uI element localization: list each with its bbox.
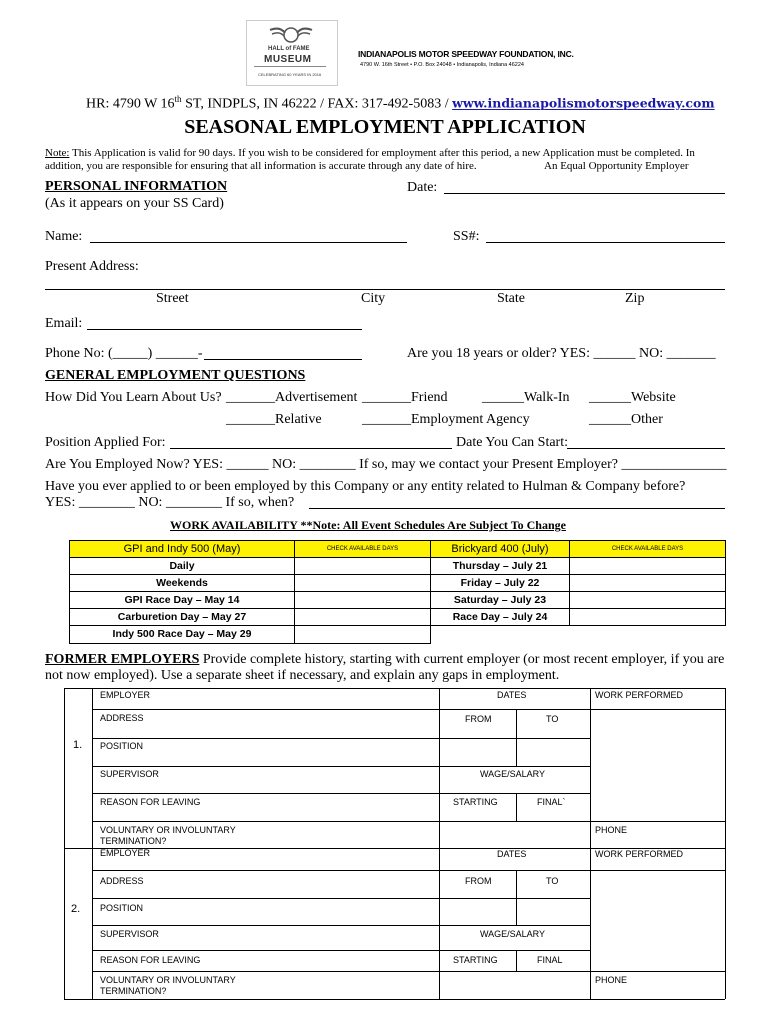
right-row-3: Saturday – July 23 — [430, 591, 570, 609]
right-row-2: Friday – July 22 — [430, 574, 570, 592]
personal-subheading: (As it appears on your SS Card) — [45, 196, 224, 211]
right-header: Brickyard 400 (July) — [430, 540, 570, 558]
table-top — [64, 688, 725, 689]
voluntary-label-1a: VOLUNTARY OR INVOLUNTARY — [100, 825, 236, 835]
phone-label-2: PHONE — [595, 975, 628, 985]
left-check-1[interactable] — [294, 557, 431, 575]
left-check-4[interactable] — [294, 608, 431, 626]
former-intro-line1 — [45, 652, 724, 668]
starting-label-1: STARTING — [453, 797, 498, 807]
address-label-2: ADDRESS — [100, 876, 144, 886]
logo-line1: HALL of FAME — [268, 46, 310, 52]
phone-field[interactable] — [204, 359, 362, 360]
row-line — [92, 766, 590, 767]
reason-label-1: REASON FOR LEAVING — [100, 797, 201, 807]
former-intro-line2: not now employed). Use a separate sheet if necessary, and explain any gaps in employment. — [45, 668, 560, 683]
ss-field[interactable] — [486, 242, 725, 243]
former-heading: FORMER EMPLOYERS — [45, 652, 200, 667]
final-label-2: FINAL — [537, 955, 563, 965]
applied-yes-no[interactable]: YES: ________ NO: ________ If so, when? — [45, 495, 295, 510]
supervisor-label-1: SUPERVISOR — [100, 769, 159, 779]
table-border-left — [64, 688, 65, 999]
right-check-2[interactable] — [569, 574, 726, 592]
col-line — [439, 688, 440, 848]
position-label: Position Applied For: — [45, 435, 166, 450]
logo-tagline: CELEBRATING 60 YEARS IN 2016 — [258, 72, 322, 77]
left-check-2[interactable] — [294, 574, 431, 592]
voluntary-label-2b: TERMINATION? — [100, 986, 167, 996]
position-label-2: POSITION — [100, 903, 144, 913]
col-line — [590, 848, 591, 999]
voluntary-label-1b: TERMINATION? — [100, 836, 167, 846]
left-row-3: GPI Race Day – May 14 — [69, 591, 295, 609]
wage-label-2: WAGE/SALARY — [480, 929, 546, 939]
availability-heading: WORK AVAILABILITY **Note: All Event Schedules Are Subject To Change — [170, 518, 566, 532]
city-label: City — [361, 291, 386, 306]
starting-label-2: STARTING — [453, 955, 498, 965]
supervisor-label-2: SUPERVISOR — [100, 929, 159, 939]
left-row-2: Weekends — [69, 574, 295, 592]
to-label-2: TO — [546, 876, 559, 886]
col-line — [516, 709, 517, 766]
work-label-1: WORK PERFORMED — [595, 690, 684, 700]
personal-heading: PERSONAL INFORMATION — [45, 179, 228, 194]
date-field[interactable] — [444, 193, 725, 194]
from-label-2: FROM — [465, 876, 492, 886]
col-line — [516, 870, 517, 925]
address-field[interactable] — [45, 289, 725, 290]
table-bottom — [64, 999, 725, 1000]
wing-wheel-icon — [268, 24, 314, 46]
employer-label-2: EMPLOYER — [100, 848, 151, 858]
hr-sup: th — [174, 94, 182, 104]
row-line — [92, 971, 725, 972]
email-field[interactable] — [87, 329, 362, 330]
position-label-1: POSITION — [100, 741, 144, 751]
work-label-2: WORK PERFORMED — [595, 849, 684, 859]
start-label: Date You Can Start: — [456, 435, 568, 450]
option-advertisement[interactable]: _______Advertisement — [226, 390, 358, 405]
left-check-3[interactable] — [294, 591, 431, 609]
logo-line2: MUSEUM — [264, 54, 312, 65]
website-link[interactable]: www.indianapolismotorspeedway.com — [452, 95, 715, 111]
org-address: 4790 W. 16th Street • P.O. Box 24048 • Indianapolis, Indiana 46224 — [360, 62, 524, 68]
ss-label: SS#: — [453, 229, 480, 244]
final-label-1: FINAL` — [537, 797, 566, 807]
table-border-right — [725, 688, 726, 999]
learn-label: How Did You Learn About Us? — [45, 390, 222, 405]
org-name: INDIANAPOLIS MOTOR SPEEDWAY FOUNDATION, INC. — [358, 49, 574, 59]
left-row-1: Daily — [69, 557, 295, 575]
row-line — [92, 925, 590, 926]
note-line1 — [45, 147, 695, 159]
option-friend[interactable]: _______Friend — [362, 390, 448, 405]
eoe-text: An Equal Opportunity Employer — [544, 160, 689, 172]
col-line — [516, 950, 517, 971]
left-check-header: CHECK AVAILABLE DAYS — [294, 540, 431, 558]
option-relative[interactable]: _______Relative — [226, 412, 322, 427]
left-row-5: Indy 500 Race Day – May 29 — [69, 625, 295, 644]
email-label: Email: — [45, 316, 83, 331]
zip-label: Zip — [625, 291, 645, 306]
employer-number-2: 2. — [71, 903, 81, 915]
wage-label-1: WAGE/SALARY — [480, 769, 546, 779]
to-label-1: TO — [546, 714, 559, 724]
availability-table — [69, 540, 726, 644]
phone-label: Phone No: (_____) ______- — [45, 346, 203, 361]
note-label: Note: — [45, 147, 70, 159]
option-walkin[interactable]: ______Walk-In — [482, 390, 570, 405]
former-intro1: Provide complete history, starting with current employer (or most recent employer, if you are — [199, 652, 725, 667]
name-field[interactable] — [90, 242, 407, 243]
applied-question: Have you ever applied to or been employed by this Company or any entity related to Hulman & Company before? — [45, 479, 686, 494]
general-heading: GENERAL EMPLOYMENT QUESTIONS — [45, 368, 306, 383]
dates-label-1: DATES — [497, 690, 527, 700]
right-row-4: Race Day – July 24 — [430, 608, 570, 626]
street-label: Street — [156, 291, 189, 306]
address-label: Present Address: — [45, 259, 139, 274]
right-check-1[interactable] — [569, 557, 726, 575]
left-header: GPI and Indy 500 (May) — [69, 540, 295, 558]
voluntary-label-2a: VOLUNTARY OR INVOLUNTARY — [100, 975, 236, 985]
state-label: State — [497, 291, 525, 306]
col-line — [516, 793, 517, 821]
row-line — [92, 870, 725, 871]
date-label: Date: — [407, 180, 438, 195]
left-row-4: Carburetion Day – May 27 — [69, 608, 295, 626]
hr-rest: ST, INDPLS, IN 46222 / FAX: 317-492-5083 / — [181, 96, 453, 112]
age-question[interactable]: Are you 18 years or older? YES: ______ NO: _______ — [407, 346, 716, 361]
dates-label-2: DATES — [497, 849, 527, 859]
option-other[interactable]: ______Other — [589, 412, 663, 427]
employer-number-1: 1. — [73, 739, 83, 751]
phone-label-1: PHONE — [595, 825, 628, 835]
row-line — [92, 821, 725, 822]
left-check-5[interactable] — [294, 625, 431, 644]
hr-prefix: HR: 4790 W 16 — [86, 96, 175, 112]
right-check-3[interactable] — [569, 591, 726, 609]
employed-question[interactable]: Are You Employed Now? YES: ______ NO: ________ If so, may we contact your Present Employer? _______________ — [45, 457, 727, 472]
reason-label-2: REASON FOR LEAVING — [100, 955, 201, 965]
right-check-4[interactable] — [569, 608, 726, 626]
logo-divider — [254, 66, 326, 67]
table-num-divider — [92, 688, 93, 999]
page-title: SEASONAL EMPLOYMENT APPLICATION — [184, 116, 586, 138]
position-field[interactable] — [170, 448, 452, 449]
address-label-1: ADDRESS — [100, 713, 144, 723]
col-line — [590, 688, 591, 848]
right-row-1: Thursday – July 21 — [430, 557, 570, 575]
applied-when-field[interactable] — [309, 508, 725, 509]
employer-label-1: EMPLOYER — [100, 690, 151, 700]
name-label: Name: — [45, 229, 83, 244]
from-label-1: FROM — [465, 714, 492, 724]
start-field[interactable] — [567, 448, 725, 449]
option-website[interactable]: ______Website — [589, 390, 676, 405]
note-text1: This Application is valid for 90 days. If you wish to be considered for employment after this period, a new Application must be completed. In — [69, 147, 695, 159]
note-line2: addition, you are responsible for ensuring that all information is accurate through any date of hire. — [45, 160, 477, 172]
hr-contact-line — [86, 94, 715, 113]
row-line — [92, 709, 725, 710]
option-agency[interactable]: _______Employment Agency — [362, 412, 530, 427]
right-check-header: CHECK AVAILABLE DAYS — [569, 540, 726, 558]
col-line — [439, 848, 440, 999]
